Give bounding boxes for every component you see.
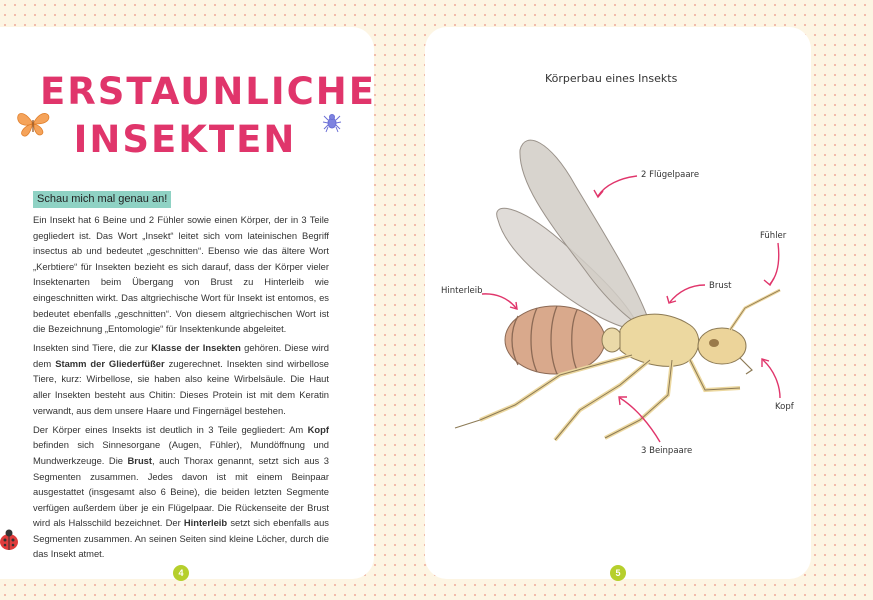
spider-icon xyxy=(323,115,341,133)
paragraph-3: Der Körper eines Insekts ist deutlich in 3 Teile gegliedert: Am Kopf befinden sich Sinnesorgane (Augen, Fühler), Mundöffnung und Mundwerkzeuge. Die Brust, auch Thorax genannt, setzt sich aus 3 Segmenten zusammen. Jedes davon ist mit einem Beinpaar ausgestattet (insgesamt also 6 Beine), die beiden letzten Segmente verfügen außerdem über je ein Flügelpaar. Die Rückenseite der Brust wird als Halsschild bezeichnet. Der Hinterleib setzt sich ebenfalls aus Segmenten zusammen. An seinen Seiten sind kleine Löcher, durch die das Insekt atmet. xyxy=(33,423,329,560)
ladybug-icon xyxy=(0,530,18,551)
page-number-right: 5 xyxy=(610,565,626,581)
page-number-left: 4 xyxy=(173,565,189,581)
label-head: Kopf xyxy=(775,402,794,412)
paragraph-1: Ein Insekt hat 6 Beine und 2 Fühler sowie einen Körper, der in 3 Teile gegliedert ist. Das Wort „Insekt“ leitet sich vom lateinischen Begriff insectus ab und bedeutet „geschnitten“. Ebenso wie das ältere Wort „Kerbtiere“ für Insekten bezieht es sich darauf, dass der Körper vieler Insektenarten beim Übergang von Brust zu Hinterleib wie eingeschnitten wirkt. Das altgriechische Wort für Insekt ist entomos, es bedeutet ebenfalls „geschnitten“. Von diesem altgriechischen Wort ist die Bezeichnung „Entomologie“ für Insektenkunde abgeleitet. xyxy=(33,214,329,335)
paragraph-2: Insekten sind Tiere, die zur Klasse der Insekten gehören. Diese wird dem Stamm der Gliederfüßer zugerechnet. Insekten sind wirbellose Tiere, kurz: Wirbellose, sie haben also keine Wirbelsäule. Die Haut aller Insekten besteht aus Chitin: Dieses Protein ist mit dem Keratin verwandt, aus dem unsere Haare und Fingernägel bestehen. xyxy=(33,342,329,416)
section-subheading: Schau mich mal genau an! xyxy=(33,191,171,208)
arrow-thorax xyxy=(670,285,705,302)
page-title-line1: ERSTAUNLICHE xyxy=(40,70,377,113)
arrow-head xyxy=(763,360,780,398)
arrow-antenna xyxy=(770,243,779,284)
ant-illustration xyxy=(455,140,780,440)
label-antenna: Fühler xyxy=(760,231,787,241)
page-title-line2: INSEKTEN xyxy=(73,118,297,161)
butterfly-icon xyxy=(18,113,49,136)
label-wings: 2 Flügelpaare xyxy=(641,170,700,180)
arrow-abdomen xyxy=(482,294,516,308)
label-legs: 3 Beinpaare xyxy=(641,446,693,456)
label-thorax: Brust xyxy=(709,281,732,291)
label-abdomen: Hinterleib xyxy=(441,286,483,296)
diagram-title: Körperbau eines Insekts xyxy=(545,72,678,85)
arrow-wings xyxy=(598,176,637,196)
